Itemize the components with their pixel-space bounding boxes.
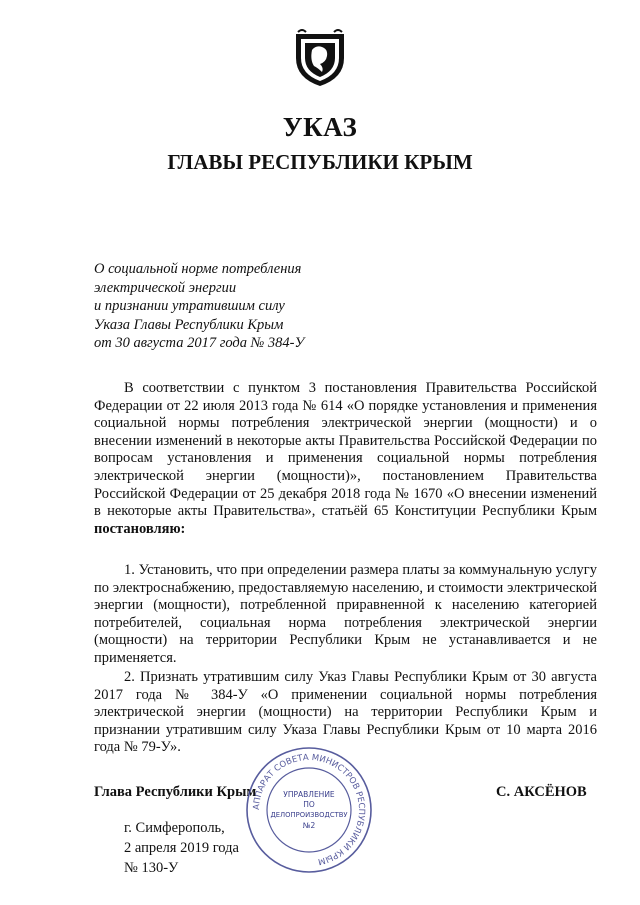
subject-line: электрической энергии xyxy=(94,279,237,296)
seal-line: ДЕЛОПРОИЗВОДСТВУ xyxy=(270,811,348,819)
subject-line: и признании утратившим силу xyxy=(94,298,285,315)
svg-text:АППАРАТ СОВЕТА МИНИСТРОВ РЕСПУ xyxy=(252,753,366,866)
subject-line: от 30 августа 2017 года № 384-У xyxy=(94,335,305,352)
signatory-position: Глава Республики Крым xyxy=(94,784,257,800)
clause-1-paragraph xyxy=(94,562,597,668)
clause-2-paragraph xyxy=(94,669,597,757)
document-title: УКАЗ xyxy=(282,112,358,142)
coat-of-arms-icon xyxy=(292,28,348,88)
decree-word: постановляю: xyxy=(94,520,186,537)
issue-city: г. Симферополь, xyxy=(124,820,225,836)
subject-line: Указа Главы Республики Крым xyxy=(94,316,284,333)
clause-1-text: 1. Установить, что при определении размера платы за коммунальную услугу по электроснабжению, предоставляемую населению, и стоимости электрической энергии (мощности), потребленной приравненной к населению категорией потребителей, социальная норма потребления электрической энергии (мощности) на территории Республики Крым не устанавливается и не применяется. xyxy=(94,562,597,666)
seal-line: ПО xyxy=(303,800,315,809)
seal-line: УПРАВЛЕНИЕ xyxy=(283,790,335,799)
signatory-name: С. АКСЁНОВ xyxy=(496,784,587,800)
clause-2-text: 2. Признать утратившим силу Указ Главы Республики Крым от 30 августа 2017 года № 384-У «О применении социальной нормы потребления электрической энергии (мощности) на территории Республики Крым и признании утратившим силу Указа Главы Республики Крым от 10 марта 2016 года № 79-У». xyxy=(94,669,597,756)
subject-line: О социальной норме потребления xyxy=(94,261,302,277)
document-subject xyxy=(94,260,354,353)
preamble-paragraph xyxy=(94,380,597,538)
seal-ring-text: АППАРАТ СОВЕТА МИНИСТРОВ РЕСПУБЛИКИ КРЫМ xyxy=(251,752,367,867)
issue-date: 2 апреля 2019 года xyxy=(124,840,239,856)
official-seal xyxy=(244,745,374,875)
decree-number: № 130-У xyxy=(124,860,179,876)
preamble-text: В соответствии с пунктом 3 постановления Правительства Российской Федерации от 22 июля 2013 года № 614 «О порядке установления и применения социальной нормы потребления электрической энергии (мощности) и о внесении изменений в некоторые акты Правительства Российской Федерации по вопросам установления и применения социальной нормы потребления электрической энергии (мощности)», постановлением Правительства Российской Федерации от 25 декабря 2018 года № 1670 «О внесении изменений в некоторые акты Правительства», статьёй 65 Конституции Республики Крым xyxy=(94,380,597,520)
seal-line: №2 xyxy=(302,821,316,830)
document-subtitle: ГЛАВЫ РЕСПУБЛИКИ КРЫМ xyxy=(167,150,473,174)
